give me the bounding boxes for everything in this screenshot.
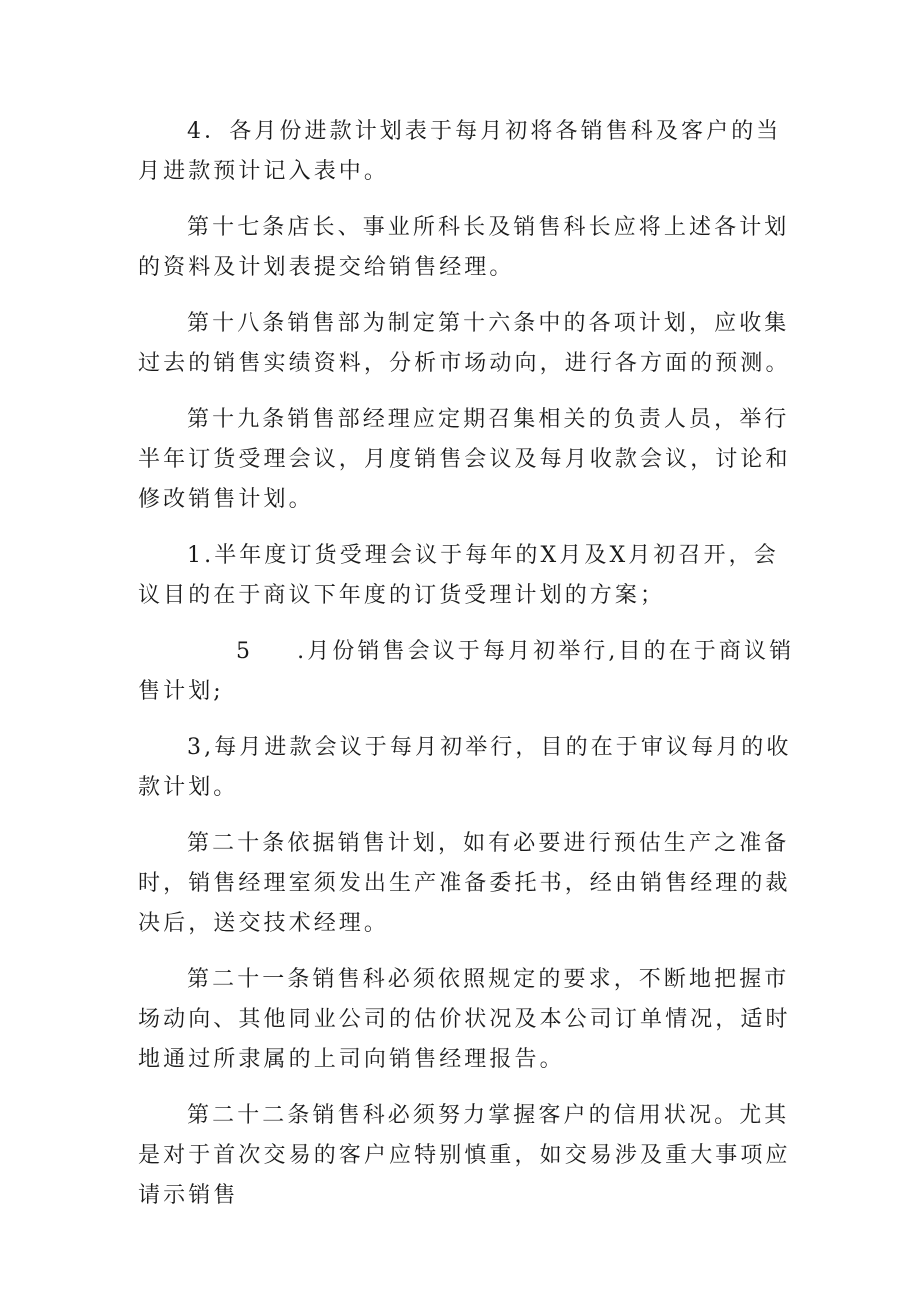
paragraph-article-21: 第二十一条销售科必须依照规定的要求，不断地把握市场动向、其他同业公司的估价状况及本公司订单情况，适时地通过所隶属的上司向销售经理报告。 bbox=[138, 967, 791, 1072]
list-item-text: .月份销售会议于每月初举行,目的在于商议销售计划; bbox=[138, 639, 795, 704]
paragraph-list-item-1: 1.半年度订货受理会议于每年的X月及X月初召开，会议目的在于商议下年度的订货受理计划的方案； bbox=[138, 543, 779, 608]
paragraph-article-19: 第十九条销售部经理应定期召集相关的负责人员，举行半年订货受理会议，月度销售会议及每月收款会议，讨论和修改销售计划。 bbox=[138, 407, 791, 512]
paragraph-item-4: 4．各月份进款计划表于每月初将各销售科及客户的当月进款预计记入表中。 bbox=[138, 119, 782, 184]
paragraph-article-18: 第十八条销售部为制定第十六条中的各项计划，应收集过去的销售实绩资料，分析市场动向，进行各方面的预测。 bbox=[138, 311, 791, 376]
list-number: 5 bbox=[236, 639, 254, 664]
paragraph-article-17: 第十七条店长、事业所科长及销售科长应将上述各计划的资料及计划表提交给销售经理。 bbox=[138, 215, 790, 280]
paragraph-list-item-3: 3,每月进款会议于每月初举行，目的在于审议每月的收款计划。 bbox=[138, 735, 792, 800]
paragraph-list-item-5 bbox=[138, 632, 798, 712]
paragraph-article-20: 第二十条依据销售计划，如有必要进行预估生产之准备时，销售经理室须发出生产准备委托书，经由销售经理的裁决后，送交技术经理。 bbox=[138, 831, 791, 936]
document-body bbox=[138, 112, 798, 1232]
paragraph-article-22: 第二十二条销售科必须努力掌握客户的信用状况。尤其是对于首次交易的客户应特别慎重，如交易涉及重大事项应请示销售 bbox=[138, 1103, 791, 1208]
